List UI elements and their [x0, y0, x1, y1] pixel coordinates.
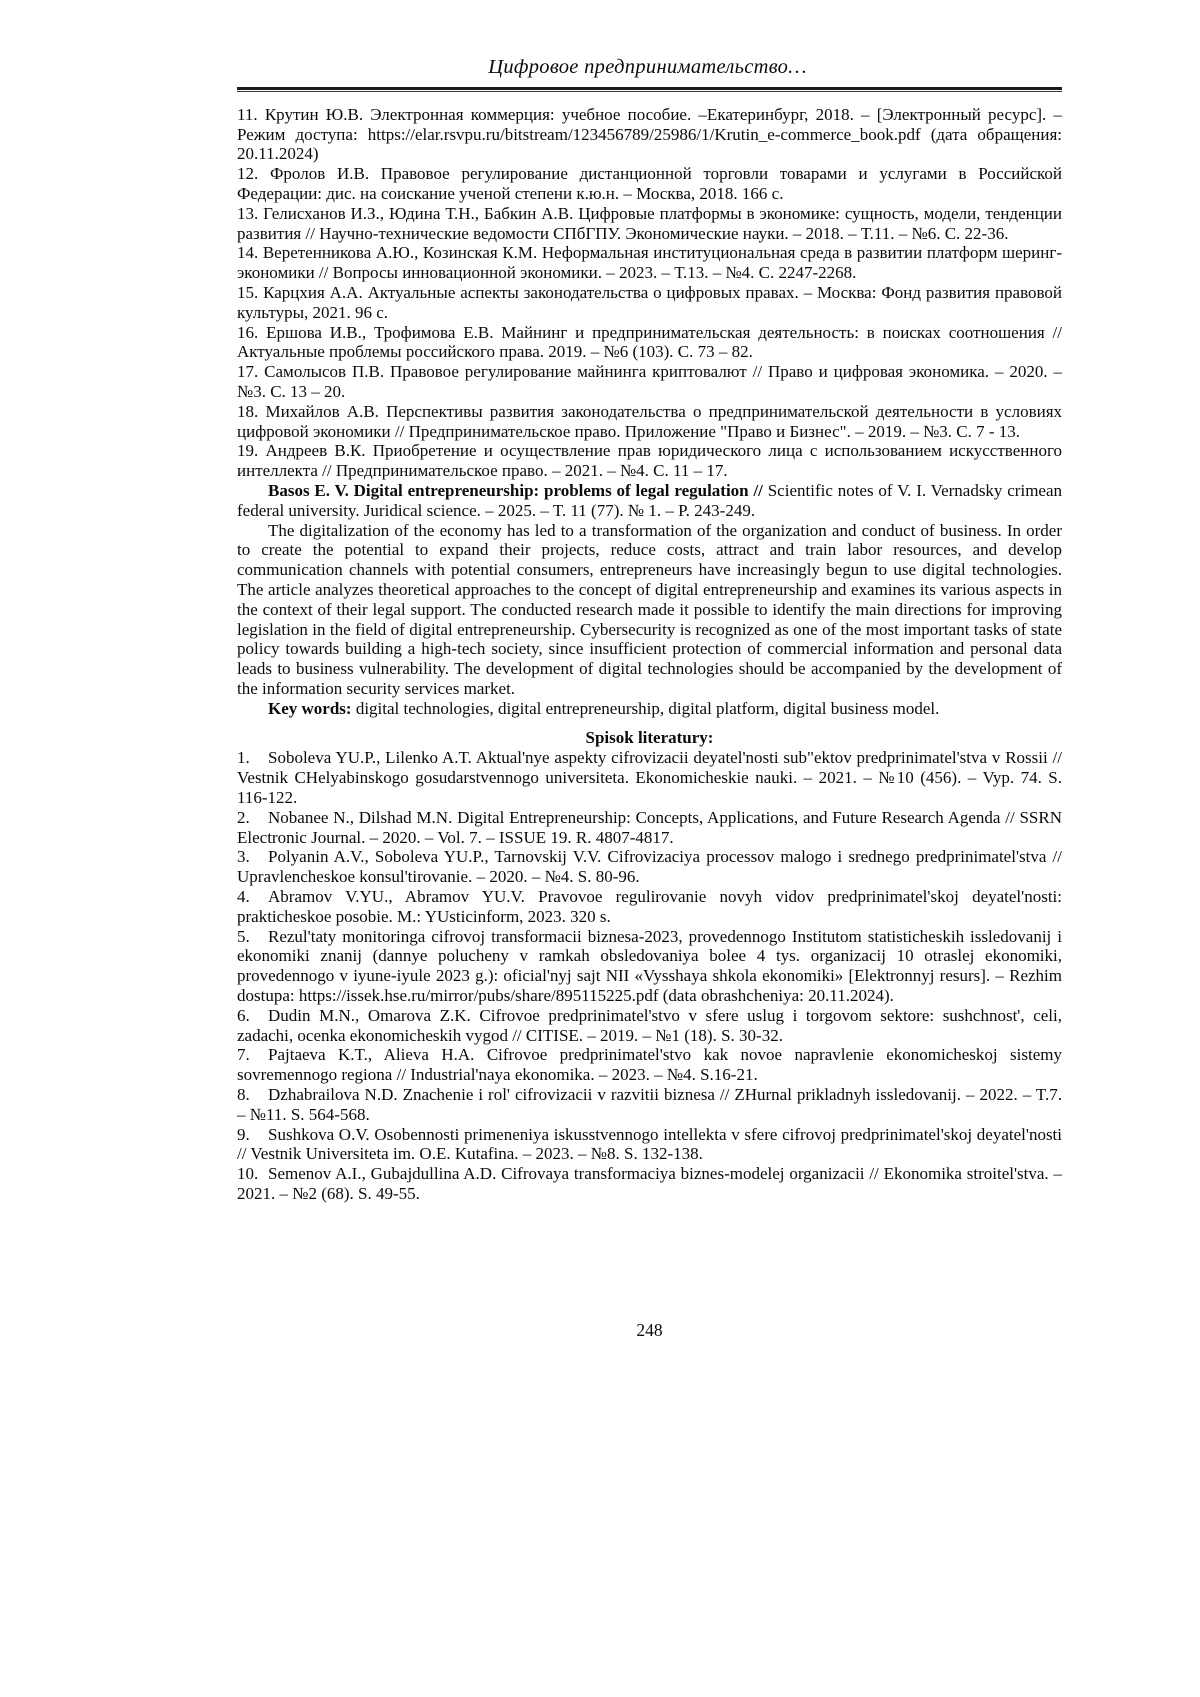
reference-item	[237, 1125, 1062, 1165]
reference-number: 18.	[237, 401, 259, 421]
references-russian	[237, 105, 1062, 481]
reference-number: 13.	[237, 203, 259, 223]
reference-number: 16.	[237, 322, 259, 342]
reference-number: 17.	[237, 362, 259, 382]
reference-item	[237, 441, 1062, 481]
reference-text: Веретенникова А.Ю., Козинская К.М. Неформальная институциональная среда в развитии платформ шеринг-экономики // Вопросы инновационной экономики. – 2023. – Т.13. – №4. С. 2247-2268.	[237, 243, 1062, 283]
reference-number: 9.	[237, 1124, 250, 1144]
reference-number: 8.	[237, 1084, 250, 1104]
reference-text: Soboleva YU.P., Lilenko A.T. Aktual'nye aspekty cifrovizacii deyatel'nosti sub"ektov predprinimatel'stva v Rossii // Vestnik CHelyabinskogo gosudarstvennogo universiteta. Ekonomicheskie nauki. – 2021. – №10 (456). – Vyp. 74. S. 116-122.	[237, 748, 1062, 807]
reference-item	[237, 402, 1062, 442]
reference-text: Abramov V.YU., Abramov YU.V. Pravovoe regulirovanie novyh vidov predprinimatel'skoj deyatel'nosti: prakticheskoe posobie. M.: YUsticinform, 2023. 320 s.	[237, 886, 1062, 926]
reference-item	[237, 887, 1062, 927]
reference-item	[237, 362, 1062, 402]
citation-title-bold: Basos E. V. Digital entrepreneurship: problems of legal regulation //	[268, 481, 763, 501]
reference-item	[237, 1164, 1062, 1204]
reference-item	[237, 1045, 1062, 1085]
page-body	[237, 105, 1062, 1204]
reference-text: Sushkova O.V. Osobennosti primeneniya iskusstvennogo intellekta v sfere cifrovoj predprinimatel'skoj deyatel'nosti // Vestnik Universiteta im. O.E. Kutafina. – 2023. – №8. S. 132-138.	[237, 1124, 1062, 1164]
header-rule	[237, 87, 1062, 92]
page-header	[237, 56, 1062, 92]
reference-text: Андреев В.К. Приобретение и осуществление прав юридического лица с использованием искусственного интеллекта // Предпринимательское право. – 2021. – №4. С. 11 – 17.	[237, 441, 1062, 481]
reference-item	[237, 105, 1062, 164]
reference-text: Карцхия А.А. Актуальные аспекты законодательства о цифровых правах. – Москва: Фонд развития правовой культуры, 2021. 96 с.	[237, 283, 1063, 322]
reference-item	[237, 748, 1062, 807]
reference-number: 4.	[237, 886, 250, 906]
reference-item	[237, 847, 1062, 887]
reference-item	[237, 283, 1062, 323]
reference-number: 1.	[237, 748, 250, 768]
citation-source: Scientific notes of V. I. Vernadsky crimean federal university. Juridical science. – 2025. – T. 11 (77). № 1. – P. 243-249.	[237, 481, 1063, 520]
reference-number: 14.	[237, 243, 259, 263]
reference-item	[237, 808, 1062, 848]
reference-text: Фролов И.В. Правовое регулирование дистанционной торговли товарами и услугами в Российской Федерации: дис. на соискание ученой степени к.ю.н. – Москва, 2018. 166 с.	[237, 164, 1063, 204]
reference-number: 7.	[237, 1045, 250, 1065]
reference-number: 12.	[237, 164, 259, 184]
reference-text: Гелисханов И.З., Юдина Т.Н., Бабкин А.В. Цифровые платформы в экономике: сущность, модели, тенденции развития // Научно-технические ведомости СПбГПУ. Экономические науки. – 2018. – Т.11. – №6. С. 22-36.	[237, 203, 1063, 243]
reference-text: Dudin M.N., Omarova Z.K. Cifrovoe predprinimatel'stvo v sfere uslug i torgovom sektore: sushchnost', celi, zadachi, ocenka ekonomicheskih vygod // CITISE. – 2019. – №1 (18). S. 30-32.	[237, 1005, 1062, 1045]
reference-item	[237, 243, 1062, 283]
reference-item	[237, 323, 1062, 363]
reference-item	[237, 1006, 1062, 1046]
reference-text: Dzhabrailova N.D. Znachenie i rol' cifrovizacii v razvitii biznesa // ZHurnal prikladnyh issledovanij. – 2022. – T.7. – №11. S. 564-568.	[237, 1084, 1062, 1124]
reference-number: 15.	[237, 283, 259, 303]
reference-number: 2.	[237, 807, 250, 827]
reference-text: Крутин Ю.В. Электронная коммерция: учебное пособие. –Екатеринбург, 2018. – [Электронный ресурс]. – Режим доступа: https://elar.rsvpu.ru/bitstream/123456789/25986/1/Krutin_e-commerce_book.pdf (дата обращения: 20.11.2024)	[237, 104, 1062, 164]
reference-text: Rezul'taty monitoringa cifrovoj transformacii biznesa-2023, provedennogo Institutom statisticheskih issledovanij i ekonomiki znanij (dannye polucheny v ramkah obsledovaniya bolee 4 tys. organizacij 10 otraslej ekonomiki, provedennogo v iyune-iyule 2023 g.): oficial'nyj sajt NII «Vysshaya shkola ekonomiki» [Elektronnyj resurs]. – Rezhim dostupa: https://issek.hse.ru/mirror/pubs/share/895115225.pdf (data obrashcheniya: 20.11.2024).	[237, 926, 1062, 1005]
reference-number: 6.	[237, 1005, 250, 1025]
reference-text: Ершова И.В., Трофимова Е.В. Майнинг и предпринимательская деятельность: в поисках соотношения // Актуальные проблемы российского права. 2019. – №6 (103). С. 73 – 82.	[237, 322, 1063, 362]
reference-text: Михайлов А.В. Перспективы развития законодательства о предпринимательской деятельности в условиях цифровой экономики // Предпринимательское право. Приложение "Право и Бизнес". – 2019. – №3. С. 7 - 13.	[237, 401, 1063, 441]
reference-number: 3.	[237, 847, 250, 867]
reference-number: 5.	[237, 926, 250, 946]
reference-item	[237, 1085, 1062, 1125]
abstract-paragraph: The digitalization of the economy has led to a transformation of the organization and conduct of business. In order to create the potential to expand their projects, reduce costs, attract and train labor resources, and develop communication channels with potential consumers, entrepreneurs have increasingly begun to use digital technologies. The article analyzes theoretical approaches to the concept of digital entrepreneurship and examines its various aspects in the context of their legal support. The conducted research made it possible to identify the main directions for improving legislation in the field of digital entrepreneurship. Cybersecurity is recognized as one of the most important tasks of state policy towards building a high-tech society, since insufficient protection of commercial information and personal data leads to business vulnerability. The development of digital technologies should be accompanied by the development of the information security services market.	[237, 520, 1062, 698]
reference-text: Polyanin A.V., Soboleva YU.P., Tarnovskij V.V. Cifrovizaciya processov malogo i srednego predprinimatel'stva // Upravlencheskoe konsul'tirovanie. – 2020. – №4. S. 80-96.	[237, 847, 1062, 887]
keywords-text: digital technologies, digital entrepreneurship, digital platform, digital business model.	[351, 698, 940, 718]
reference-text: Semenov A.I., Gubajdullina A.D. Cifrovaya transformaciya biznes-modelej organizacii // Ekonomika stroitel'stva. – 2021. – №2 (68). S. 49-55.	[237, 1164, 1062, 1203]
running-title: Цифровое предпринимательство…	[488, 56, 807, 78]
reference-number: 19.	[237, 441, 259, 461]
reference-text: Nobanee N., Dilshad M.N. Digital Entrepreneurship: Concepts, Applications, and Future Research Agenda // SSRN Electronic Journal. – 2020. – Vol. 7. – ISSUE 19. R. 4807-4817.	[237, 807, 1062, 847]
page-number: 248	[636, 1320, 663, 1340]
citation-line	[237, 481, 1062, 521]
keywords-paragraph	[237, 699, 1062, 719]
reference-number: 11.	[237, 104, 258, 124]
reference-text: Pajtaeva K.T., Alieva H.A. Cifrovoe predprinimatel'stvo kak novoe napravlenie ekonomicheskoj sistemy sovremennogo regiona // Industrial'naya ekonomika. – 2023. – №4. S.16-21.	[237, 1045, 1062, 1085]
reference-item	[237, 927, 1062, 1006]
reference-item	[237, 164, 1062, 204]
reference-number: 10.	[237, 1164, 259, 1184]
reference-text: Самолысов П.В. Правовое регулирование майнинга криптовалют // Право и цифровая экономика. – 2020. – №3. С. 13 – 20.	[237, 362, 1063, 402]
spisok-heading: Spisok literatury:	[585, 727, 714, 747]
references-transliterated	[237, 748, 1062, 1203]
keywords-label: Key words:	[268, 698, 352, 718]
reference-item	[237, 204, 1062, 244]
